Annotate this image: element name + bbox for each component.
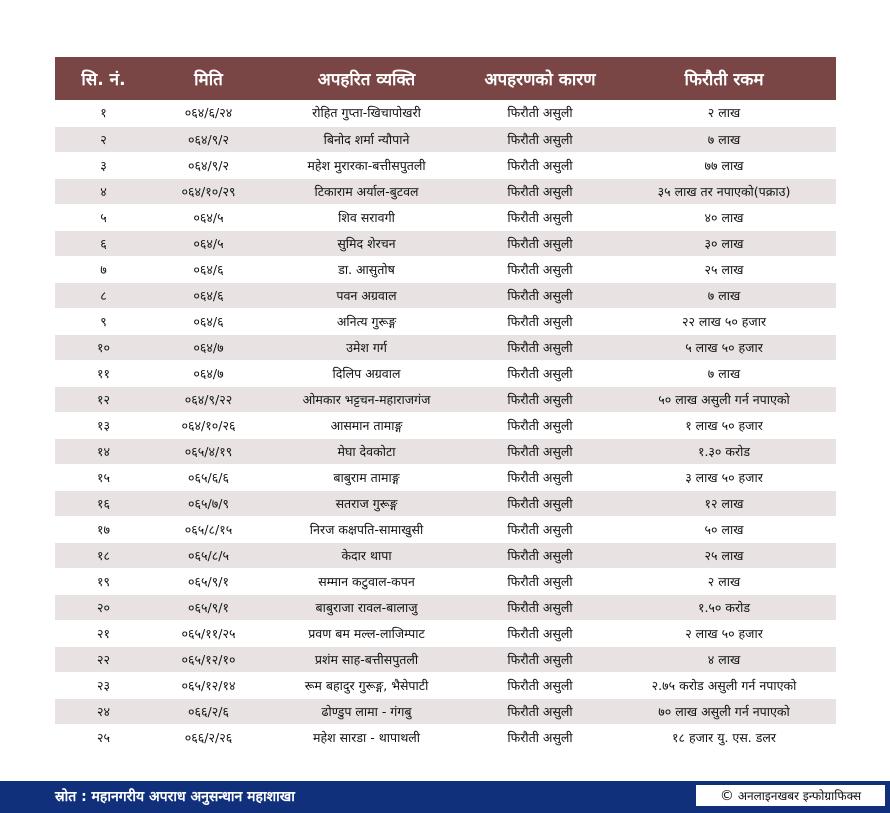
table-row (55, 230, 836, 256)
cell-serial: १४ (55, 438, 152, 464)
cell-reason: फिरौती असुली (468, 620, 612, 646)
cell-person: सम्मान कटुवाल-कपन (265, 568, 468, 594)
cell-reason: फिरौती असुली (468, 256, 612, 282)
cell-person: सतराज गुरूङ्ग (265, 490, 468, 516)
cell-serial: १९ (55, 568, 152, 594)
table-header-row (55, 57, 836, 100)
cell-amount: २ लाख ५० हजार (612, 620, 836, 646)
cell-date: ०६४/९/२२ (152, 386, 265, 412)
cell-serial: २० (55, 594, 152, 620)
cell-amount: ५० लाख असुली गर्न नपाएको (612, 386, 836, 412)
table-row (55, 256, 836, 282)
cell-person: प्रवण बम मल्ल-लाजिम्पाट (265, 620, 468, 646)
header-person: अपहरित व्यक्ति (265, 57, 468, 100)
cell-person: अनित्य गुरूङ्ग (265, 308, 468, 334)
cell-amount: १८ हजार यु. एस. डलर (612, 724, 836, 750)
cell-person: महेश मुरारका-बत्तीसपुतली (265, 152, 468, 178)
cell-serial: २१ (55, 620, 152, 646)
cell-date: ०६५/१२/१४ (152, 672, 265, 698)
table-row (55, 282, 836, 308)
table-row (55, 152, 836, 178)
cell-person: बाबुराम तामाङ्ग (265, 464, 468, 490)
cell-reason: फिरौती असुली (468, 724, 612, 750)
cell-serial: १५ (55, 464, 152, 490)
cell-date: ०६४/१०/२६ (152, 412, 265, 438)
table-row (55, 594, 836, 620)
cell-amount: १.३० करोड (612, 438, 836, 464)
table-row (55, 620, 836, 646)
cell-amount: १ लाख ५० हजार (612, 412, 836, 438)
cell-reason: फिरौती असुली (468, 412, 612, 438)
copyright-icon: © (719, 788, 734, 804)
cell-reason: फिरौती असुली (468, 178, 612, 204)
cell-reason: फिरौती असुली (468, 308, 612, 334)
cell-date: ०६६/२/६ (152, 698, 265, 724)
cell-date: ०६५/१२/१० (152, 646, 265, 672)
cell-serial: ३ (55, 152, 152, 178)
cell-reason: फिरौती असुली (468, 568, 612, 594)
table-row (55, 672, 836, 698)
cell-serial: १८ (55, 542, 152, 568)
cell-date: ०६५/९/१ (152, 594, 265, 620)
cell-reason: फिरौती असुली (468, 438, 612, 464)
cell-person: केदार थापा (265, 542, 468, 568)
table-row (55, 412, 836, 438)
cell-amount: ७७ लाख (612, 152, 836, 178)
cell-date: ०६५/११/२५ (152, 620, 265, 646)
cell-amount: ४ लाख (612, 646, 836, 672)
kidnapping-table-container (55, 57, 836, 751)
cell-reason: फिरौती असुली (468, 464, 612, 490)
cell-person: ओमकार भट्टचन-महाराजगंज (265, 386, 468, 412)
table-row (55, 178, 836, 204)
cell-date: ०६५/७/९ (152, 490, 265, 516)
cell-reason: फिरौती असुली (468, 542, 612, 568)
cell-serial: ७ (55, 256, 152, 282)
cell-amount: ३ लाख ५० हजार (612, 464, 836, 490)
cell-person: बाबुराजा रावल-बालाजु (265, 594, 468, 620)
cell-person: मेघा देवकोटा (265, 438, 468, 464)
cell-date: ०६४/७ (152, 360, 265, 386)
cell-amount: ४० लाख (612, 204, 836, 230)
cell-amount: २ लाख (612, 568, 836, 594)
cell-date: ०६६/२/२६ (152, 724, 265, 750)
cell-date: ०६५/८/५ (152, 542, 265, 568)
cell-date: ०६४/६ (152, 256, 265, 282)
cell-amount: २.७५ करोड असुली गर्न नपाएको (612, 672, 836, 698)
cell-reason: फिरौती असुली (468, 334, 612, 360)
table-row (55, 360, 836, 386)
table-row (55, 386, 836, 412)
cell-person: आसमान तामाङ्ग (265, 412, 468, 438)
cell-amount: ३५ लाख तर नपाएको(पक्राउ) (612, 178, 836, 204)
cell-amount: ५० लाख (612, 516, 836, 542)
cell-reason: फिरौती असुली (468, 594, 612, 620)
cell-person: बिनोद शर्मा न्यौपाने (265, 126, 468, 152)
cell-date: ०६४/६ (152, 282, 265, 308)
cell-amount: १२ लाख (612, 490, 836, 516)
cell-amount: ७ लाख (612, 282, 836, 308)
cell-reason: फिरौती असुली (468, 152, 612, 178)
cell-amount: २ लाख (612, 100, 836, 126)
cell-reason: फिरौती असुली (468, 360, 612, 386)
cell-reason: फिरौती असुली (468, 490, 612, 516)
cell-reason: फिरौती असुली (468, 646, 612, 672)
cell-date: ०६४/५ (152, 204, 265, 230)
cell-reason: फिरौती असुली (468, 672, 612, 698)
cell-reason: फिरौती असुली (468, 386, 612, 412)
table-row (55, 334, 836, 360)
cell-person: पवन अग्रवाल (265, 282, 468, 308)
table-row (55, 516, 836, 542)
table-row (55, 542, 836, 568)
cell-date: ०६५/६/६ (152, 464, 265, 490)
table-row (55, 464, 836, 490)
header-serial: सि. नं. (55, 57, 152, 100)
cell-amount: ३० लाख (612, 230, 836, 256)
cell-serial: ८ (55, 282, 152, 308)
cell-amount: २५ लाख (612, 542, 836, 568)
cell-reason: फिरौती असुली (468, 126, 612, 152)
cell-serial: १ (55, 100, 152, 126)
cell-serial: ११ (55, 360, 152, 386)
cell-person: निरज कक्षपति-सामाखुसी (265, 516, 468, 542)
cell-date: ०६५/४/१९ (152, 438, 265, 464)
cell-serial: ५ (55, 204, 152, 230)
cell-date: ०६४/९/२ (152, 126, 265, 152)
cell-person: रोहित गुप्ता-खिचापोखरी (265, 100, 468, 126)
credit-text: अनलाइनखबर इन्फोग्राफिक्स (737, 789, 862, 803)
header-date: मिति (152, 57, 265, 100)
cell-person: शिव सरावगी (265, 204, 468, 230)
cell-serial: ९ (55, 308, 152, 334)
cell-date: ०६४/९/२ (152, 152, 265, 178)
table-row (55, 724, 836, 750)
cell-date: ०६४/६/२४ (152, 100, 265, 126)
header-amount: फिरौती रकम (612, 57, 836, 100)
cell-serial: २५ (55, 724, 152, 750)
table-row (55, 698, 836, 724)
cell-date: ०६४/१०/२९ (152, 178, 265, 204)
cell-serial: १३ (55, 412, 152, 438)
table-row (55, 126, 836, 152)
cell-serial: २ (55, 126, 152, 152)
table-body (55, 100, 836, 750)
cell-amount: २२ लाख ५० हजार (612, 308, 836, 334)
cell-amount: १.५० करोड (612, 594, 836, 620)
cell-person: प्रशंम साह-बत्तीसपुतली (265, 646, 468, 672)
cell-reason: फिरौती असुली (468, 100, 612, 126)
cell-date: ०६५/८/१५ (152, 516, 265, 542)
cell-serial: २४ (55, 698, 152, 724)
cell-person: रूम बहादुर गुरूङ्ग, भैसेपाटी (265, 672, 468, 698)
cell-date: ०६५/९/१ (152, 568, 265, 594)
cell-serial: २३ (55, 672, 152, 698)
source-text: स्रोत : महानगरीय अपराध अनुसन्धान महाशाखा (55, 789, 295, 805)
cell-reason: फिरौती असुली (468, 204, 612, 230)
cell-person: महेश सारडा - थापाथली (265, 724, 468, 750)
cell-serial: १२ (55, 386, 152, 412)
cell-person: उमेश गर्ग (265, 334, 468, 360)
table-row (55, 308, 836, 334)
table-row (55, 568, 836, 594)
cell-date: ०६४/५ (152, 230, 265, 256)
cell-person: दिलिप अग्रवाल (265, 360, 468, 386)
footer-bar (0, 781, 890, 813)
table-row (55, 490, 836, 516)
cell-serial: १६ (55, 490, 152, 516)
cell-serial: ४ (55, 178, 152, 204)
cell-serial: ६ (55, 230, 152, 256)
table-row (55, 204, 836, 230)
cell-person: डा. आसुतोष (265, 256, 468, 282)
cell-reason: फिरौती असुली (468, 698, 612, 724)
header-reason: अपहरणको कारण (468, 57, 612, 100)
cell-serial: १० (55, 334, 152, 360)
cell-reason: फिरौती असुली (468, 516, 612, 542)
kidnapping-table (55, 57, 836, 751)
cell-amount: ५ लाख ५० हजार (612, 334, 836, 360)
cell-person: ढोण्डुप लामा - गंगबु (265, 698, 468, 724)
table-row (55, 100, 836, 126)
cell-person: सुमिद शेरचन (265, 230, 468, 256)
cell-date: ०६४/७ (152, 334, 265, 360)
cell-serial: २२ (55, 646, 152, 672)
cell-date: ०६४/६ (152, 308, 265, 334)
cell-serial: १७ (55, 516, 152, 542)
cell-reason: फिरौती असुली (468, 282, 612, 308)
cell-amount: ७० लाख असुली गर्न नपाएको (612, 698, 836, 724)
credit-badge (695, 784, 886, 807)
cell-reason: फिरौती असुली (468, 230, 612, 256)
table-row (55, 438, 836, 464)
cell-amount: ७ लाख (612, 126, 836, 152)
cell-person: टिकाराम अर्याल-बुटवल (265, 178, 468, 204)
cell-amount: २५ लाख (612, 256, 836, 282)
table-row (55, 646, 836, 672)
cell-amount: ७ लाख (612, 360, 836, 386)
